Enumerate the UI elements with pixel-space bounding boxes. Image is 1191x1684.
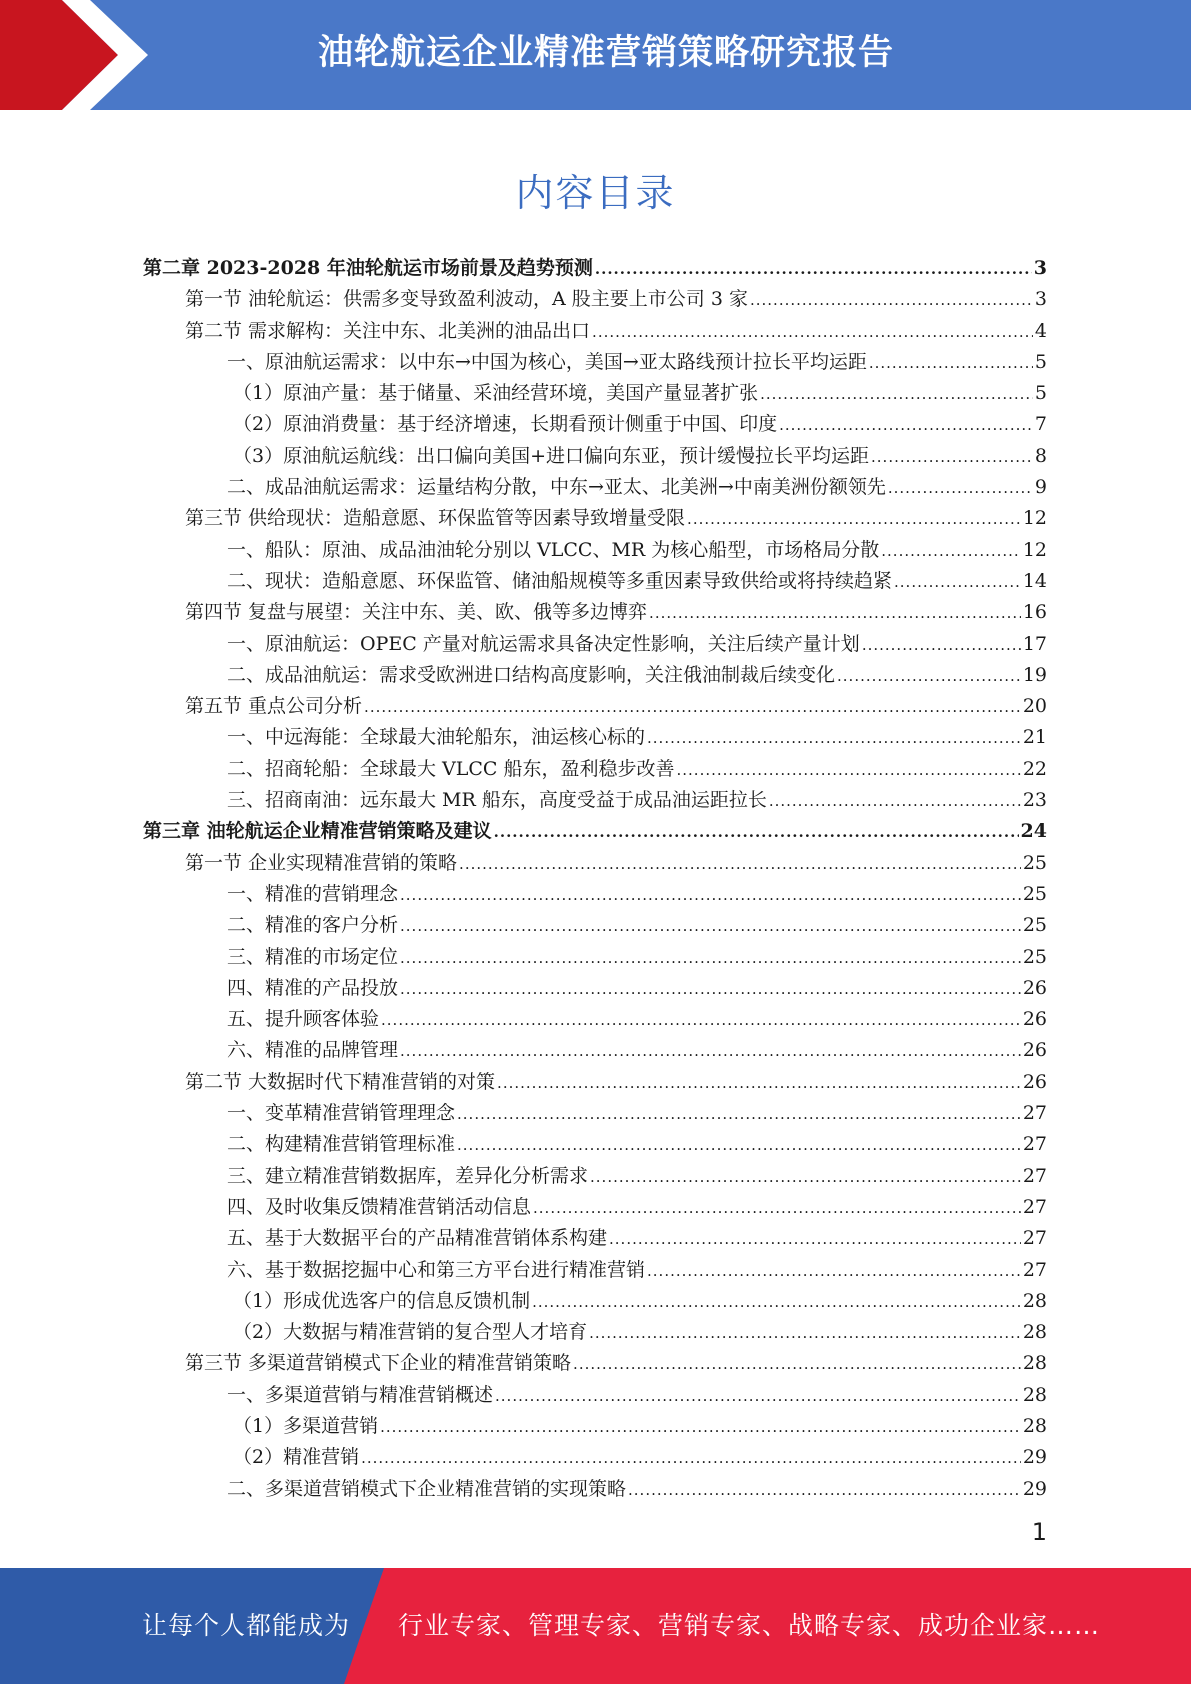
toc-entry-page: 3 <box>1033 257 1047 279</box>
toc-leader-dots <box>495 1381 1021 1412</box>
toc-entry-label: 第三节 多渠道营销模式下企业的精准营销策略 <box>185 1352 572 1375</box>
toc-entry-label: 二、现状：造船意愿、环保监管、储油船规模等多重因素导致供给或将持续趋紧 <box>227 569 893 592</box>
toc-entry-label: （2）大数据与精准营销的复合型人才培育 <box>233 1321 588 1344</box>
toc-entry-page: 26 <box>1022 976 1047 999</box>
toc-entry-page: 28 <box>1022 1414 1047 1437</box>
toc-entry-label: 第五节 重点公司分析 <box>185 695 363 718</box>
toc-entry-label: 二、多渠道营销模式下企业精准营销的实现策略 <box>227 1477 627 1500</box>
toc-leader-dots <box>459 849 1021 880</box>
toc-entry[interactable] <box>143 441 1047 472</box>
toc-heading: 内容目录 <box>515 171 676 215</box>
toc-entry[interactable] <box>143 535 1047 566</box>
toc-leader-dots <box>381 1005 1021 1036</box>
toc-leader-dots <box>888 473 1033 504</box>
toc-entry-page: 29 <box>1022 1477 1047 1500</box>
toc-entry-page: 22 <box>1022 757 1047 780</box>
toc-entry-page: 3 <box>1034 288 1047 311</box>
toc-entry[interactable] <box>143 1380 1047 1411</box>
toc-entry-page: 25 <box>1022 945 1047 968</box>
toc-entry-page: 19 <box>1022 663 1047 686</box>
toc-leader-dots <box>769 786 1021 817</box>
toc-entry-page: 27 <box>1022 1133 1047 1156</box>
toc-leader-dots <box>687 504 1021 535</box>
toc-entry-label: 一、原油航运需求：以中东→中国为核心，美国→亚太路线预计拉长平均运距 <box>227 350 867 373</box>
toc-entry-page: 25 <box>1022 914 1047 937</box>
toc-entry-label: （3）原油航运航线：出口偏向美国+进口偏向东亚，预计缓慢拉长平均运距 <box>233 444 870 467</box>
toc-entry-page: 28 <box>1022 1289 1047 1312</box>
toc-entry-label: 三、精准的市场定位 <box>227 945 399 968</box>
toc-leader-dots <box>881 536 1021 567</box>
toc-entry-page: 5 <box>1034 382 1047 405</box>
toc-entry[interactable] <box>143 879 1047 910</box>
toc-entry[interactable] <box>143 754 1047 785</box>
toc-entry-label: 第一节 油轮航运：供需多变导致盈利波动，A 股主要上市公司 3 家 <box>185 288 748 311</box>
toc-leader-dots <box>592 317 1033 348</box>
toc-entry-label: 第二节 大数据时代下精准营销的对策 <box>185 1070 496 1093</box>
toc-entry-label: （1）形成优选客户的信息反馈机制 <box>233 1289 531 1312</box>
toc-leader-dots <box>400 1036 1021 1067</box>
header-chevron-decoration <box>0 0 300 110</box>
toc-entry-page: 27 <box>1022 1102 1047 1125</box>
toc-entry[interactable] <box>143 284 1047 315</box>
toc-entry[interactable] <box>143 1411 1047 1442</box>
toc-entry-page: 17 <box>1022 632 1047 655</box>
toc-leader-dots <box>400 943 1021 974</box>
toc-leader-dots <box>649 598 1021 629</box>
toc-entry-page: 29 <box>1022 1446 1047 1469</box>
toc-leader-dots <box>457 1099 1021 1130</box>
toc-entry-page: 25 <box>1022 882 1047 905</box>
toc-entry-label: （2）原油消费量：基于经济增速，长期看预计侧重于中国、印度 <box>233 413 778 436</box>
footer-slogan-left: 让每个人都能成为 <box>142 1611 351 1640</box>
toc-entry-label: （1）多渠道营销 <box>233 1414 379 1437</box>
toc-leader-dots <box>677 755 1021 786</box>
toc-leader-dots <box>361 1443 1021 1474</box>
toc-entry[interactable] <box>143 1098 1047 1129</box>
toc-leader-dots <box>628 1475 1021 1506</box>
toc-entry[interactable] <box>143 1223 1047 1254</box>
toc-entry[interactable] <box>143 1161 1047 1192</box>
toc-entry-label: 一、多渠道营销与精准营销概述 <box>227 1383 494 1406</box>
toc-entry[interactable] <box>143 1255 1047 1286</box>
toc-leader-dots <box>837 661 1021 692</box>
toc-entry[interactable] <box>143 942 1047 973</box>
toc-entry[interactable] <box>143 816 1047 847</box>
toc-leader-dots <box>400 911 1021 942</box>
toc-entry[interactable] <box>143 1474 1047 1505</box>
toc-entry-label: 一、中远海能：全球最大油轮船东，油运核心标的 <box>227 726 646 749</box>
toc-entry-page: 28 <box>1022 1321 1047 1344</box>
table-of-contents <box>143 253 1047 1505</box>
toc-leader-dots <box>647 1256 1021 1287</box>
toc-entry-label: 五、基于大数据平台的产品精准营销体系构建 <box>227 1227 608 1250</box>
toc-entry-page: 25 <box>1022 851 1047 874</box>
toc-entry-page: 5 <box>1034 350 1047 373</box>
toc-entry[interactable] <box>143 629 1047 660</box>
toc-leader-dots <box>595 254 1032 285</box>
report-title: 油轮航运企业精准营销策略研究报告 <box>318 33 895 73</box>
toc-entry[interactable] <box>143 785 1047 816</box>
footer-slogan-right: 行业专家、管理专家、营销专家、战略专家、成功企业家…… <box>398 1611 1101 1640</box>
toc-entry[interactable] <box>143 566 1047 597</box>
toc-leader-dots <box>532 1287 1021 1318</box>
toc-entry-label: （2）精准营销 <box>233 1446 360 1469</box>
toc-entry[interactable] <box>143 722 1047 753</box>
toc-leader-dots <box>894 567 1021 598</box>
toc-entry-label: 六、基于数据挖掘中心和第三方平台进行精准营销 <box>227 1258 646 1281</box>
toc-entry-label: 一、精准的营销理念 <box>227 882 399 905</box>
toc-entry[interactable] <box>143 472 1047 503</box>
toc-leader-dots <box>497 1068 1021 1099</box>
toc-leader-dots <box>457 1130 1021 1161</box>
page-footer <box>0 1568 1191 1684</box>
toc-entry-label: 二、招商轮船：全球最大 VLCC 船东，盈利稳步改善 <box>227 757 675 780</box>
toc-entry[interactable] <box>143 660 1047 691</box>
toc-entry[interactable] <box>143 378 1047 409</box>
page-header <box>0 0 1191 110</box>
toc-entry[interactable] <box>143 1348 1047 1379</box>
toc-entry-page: 23 <box>1022 789 1047 812</box>
toc-entry-label: 三、建立精准营销数据库，差异化分析需求 <box>227 1164 589 1187</box>
toc-entry[interactable] <box>143 316 1047 347</box>
toc-entry-page: 7 <box>1034 413 1047 436</box>
toc-entry[interactable] <box>143 503 1047 534</box>
toc-entry-label: 第四节 复盘与展望：关注中东、美、欧、俄等多边博弈 <box>185 601 648 624</box>
toc-entry-label: 第二章 2023-2028 年油轮航运市场前景及趋势预测 <box>143 257 593 279</box>
toc-leader-dots <box>589 1318 1021 1349</box>
toc-leader-dots <box>400 974 1021 1005</box>
toc-entry-page: 28 <box>1022 1352 1047 1375</box>
toc-leader-dots <box>590 1162 1021 1193</box>
toc-entry-label: 五、提升顾客体验 <box>227 1008 380 1031</box>
toc-entry-label: （1）原油产量：基于储量、采油经营环境，美国产量显著扩张 <box>233 382 759 405</box>
toc-entry-page: 27 <box>1022 1227 1047 1250</box>
toc-entry[interactable] <box>143 597 1047 628</box>
toc-entry[interactable] <box>143 253 1047 284</box>
page-number: 1 <box>1031 1518 1047 1546</box>
toc-entry-label: 四、精准的产品投放 <box>227 976 399 999</box>
toc-entry-label: 四、及时收集反馈精准营销活动信息 <box>227 1195 532 1218</box>
toc-entry-page: 27 <box>1022 1258 1047 1281</box>
toc-entry-page: 27 <box>1022 1195 1047 1218</box>
toc-entry-page: 12 <box>1022 507 1047 530</box>
toc-entry-label: 一、船队：原油、成品油油轮分别以 VLCC、MR 为核心船型，市场格局分散 <box>227 538 880 561</box>
toc-entry[interactable] <box>143 409 1047 440</box>
toc-entry-label: 第二节 需求解构：关注中东、北美洲的油品出口 <box>185 319 591 342</box>
toc-entry[interactable] <box>143 1192 1047 1223</box>
toc-entry-label: 三、招商南油：远东最大 MR 船东，高度受益于成品油运距拉长 <box>227 789 767 812</box>
toc-leader-dots <box>380 1412 1021 1443</box>
toc-entry[interactable] <box>143 1129 1047 1160</box>
toc-entry-label: 一、原油航运：OPEC 产量对航运需求具备决定性影响，关注后续产量计划 <box>227 632 860 655</box>
toc-entry-page: 28 <box>1022 1383 1047 1406</box>
toc-entry[interactable] <box>143 1035 1047 1066</box>
toc-leader-dots <box>609 1224 1021 1255</box>
toc-leader-dots <box>869 348 1033 379</box>
toc-entry[interactable] <box>143 1067 1047 1098</box>
toc-entry-label: 六、精准的品牌管理 <box>227 1039 399 1062</box>
toc-leader-dots <box>862 630 1021 661</box>
toc-leader-dots <box>760 379 1033 410</box>
toc-entry-page: 14 <box>1022 569 1047 592</box>
toc-entry[interactable] <box>143 910 1047 941</box>
toc-entry[interactable] <box>143 848 1047 879</box>
toc-entry[interactable] <box>143 347 1047 378</box>
toc-entry[interactable] <box>143 1317 1047 1348</box>
toc-entry-page: 26 <box>1022 1039 1047 1062</box>
toc-leader-dots <box>647 723 1021 754</box>
toc-entry-page: 16 <box>1022 601 1047 624</box>
toc-entry-label: 一、变革精准营销管理理念 <box>227 1102 456 1125</box>
toc-entry-page: 4 <box>1034 319 1047 342</box>
toc-entry[interactable] <box>143 1286 1047 1317</box>
toc-entry-label: 第三节 供给现状：造船意愿、环保监管等因素导致增量受限 <box>185 507 686 530</box>
toc-entry-label: 二、成品油航运需求：运量结构分散，中东→亚太、北美洲→中南美洲份额领先 <box>227 476 886 499</box>
toc-entry-page: 21 <box>1022 726 1047 749</box>
toc-leader-dots <box>750 285 1033 316</box>
toc-entry[interactable] <box>143 691 1047 722</box>
toc-leader-dots <box>533 1193 1021 1224</box>
toc-entry-page: 20 <box>1022 695 1047 718</box>
toc-entry-label: 二、精准的客户分析 <box>227 914 399 937</box>
toc-entry-label: 第三章 油轮航运企业精准营销策略及建议 <box>143 820 492 843</box>
toc-entry[interactable] <box>143 1442 1047 1473</box>
toc-entry-label: 第一节 企业实现精准营销的策略 <box>185 851 458 874</box>
toc-entry-page: 8 <box>1034 444 1047 467</box>
toc-entry[interactable] <box>143 973 1047 1004</box>
toc-entry-page: 9 <box>1034 476 1047 499</box>
toc-entry-page: 26 <box>1022 1008 1047 1031</box>
toc-entry[interactable] <box>143 1004 1047 1035</box>
toc-entry-page: 26 <box>1022 1070 1047 1093</box>
toc-leader-dots <box>871 442 1033 473</box>
toc-leader-dots <box>400 880 1021 911</box>
toc-entry-page: 12 <box>1022 538 1047 561</box>
toc-leader-dots <box>364 692 1021 723</box>
toc-entry-page: 27 <box>1022 1164 1047 1187</box>
toc-entry-label: 二、构建精准营销管理标准 <box>227 1133 456 1156</box>
toc-leader-dots <box>494 817 1019 848</box>
toc-entry-page: 24 <box>1020 820 1047 843</box>
toc-leader-dots <box>779 410 1033 441</box>
toc-leader-dots <box>573 1349 1021 1380</box>
toc-entry-label: 二、成品油航运：需求受欧洲进口结构高度影响，关注俄油制裁后续变化 <box>227 663 836 686</box>
